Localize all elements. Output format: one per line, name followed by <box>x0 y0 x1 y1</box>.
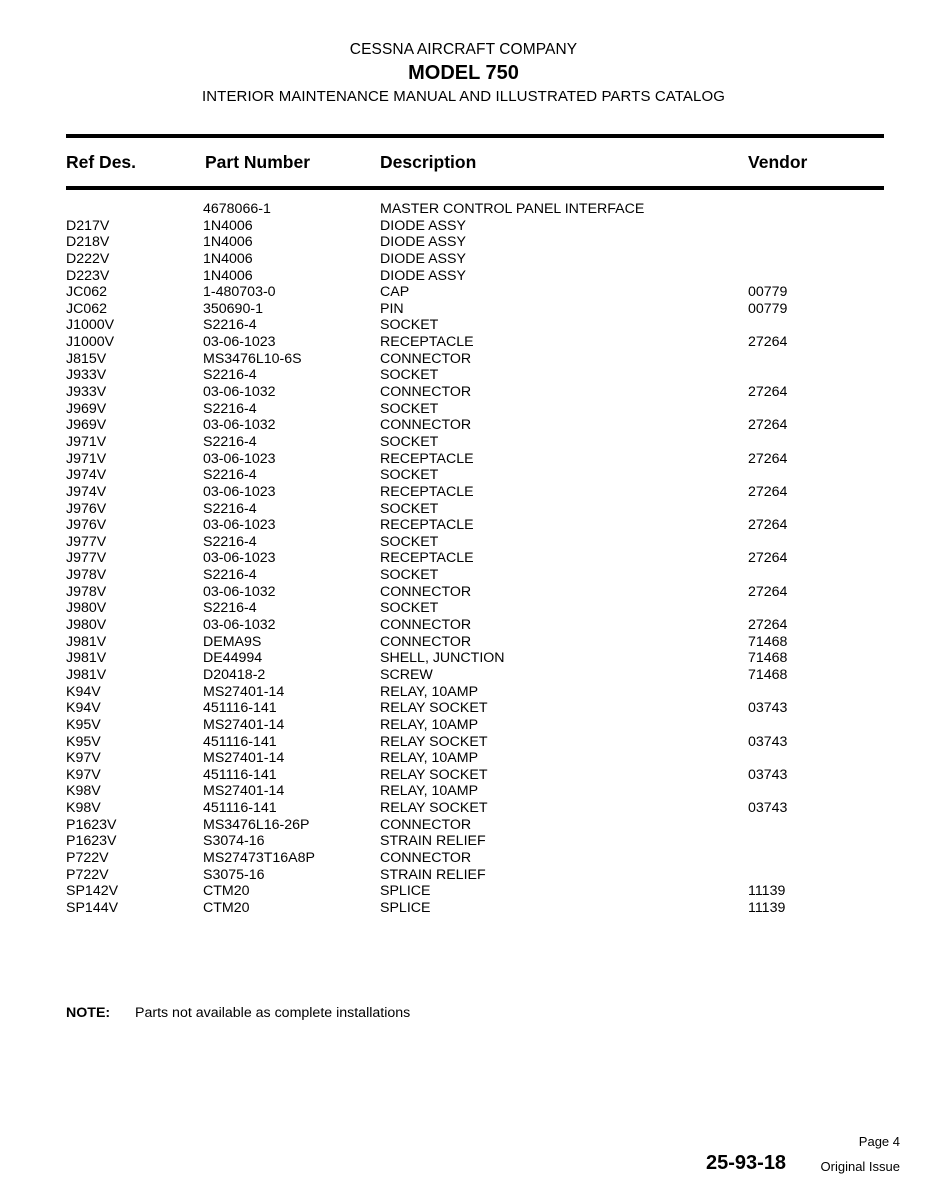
part-number-cell: 03-06-1023 <box>203 483 276 500</box>
description-cell: CONNECTOR <box>380 849 472 866</box>
table-row <box>0 367 927 384</box>
table-row <box>0 584 927 601</box>
vendor-cell: 11139 <box>748 883 786 900</box>
vendor-cell: 27264 <box>748 450 788 467</box>
header-top-rule <box>66 134 884 138</box>
ref-des-cell: P722V <box>66 866 109 883</box>
table-row <box>0 900 927 917</box>
description-cell: RELAY SOCKET <box>380 800 488 817</box>
part-number-cell: 03-06-1032 <box>203 384 276 401</box>
vendor-cell: 00779 <box>748 284 788 301</box>
table-row <box>0 218 927 235</box>
description-cell: CONNECTOR <box>380 617 472 634</box>
part-number-cell: 451116-141 <box>203 733 277 750</box>
vendor-cell: 27264 <box>748 617 788 634</box>
part-number-cell: S2216-4 <box>203 317 257 334</box>
ref-des-cell: K94V <box>66 683 101 700</box>
part-number-cell: S2216-4 <box>203 533 257 550</box>
part-number-cell: 03-06-1023 <box>203 450 276 467</box>
header-bottom-rule <box>66 186 884 190</box>
table-row <box>0 650 927 667</box>
vendor-cell: 71468 <box>748 650 788 667</box>
vendor-cell: 27264 <box>748 384 788 401</box>
description-cell: CONNECTOR <box>380 633 472 650</box>
description-cell: SPLICE <box>380 899 431 916</box>
table-row <box>0 517 927 534</box>
table-row <box>0 883 927 900</box>
ref-des-cell: J976V <box>66 517 107 534</box>
description-cell: RELAY SOCKET <box>380 700 488 717</box>
ref-des-cell: D222V <box>66 250 110 267</box>
column-header-description: Description <box>380 152 477 172</box>
column-header-part-number: Part Number <box>205 152 311 172</box>
table-row <box>0 534 927 551</box>
part-number-cell: S2216-4 <box>203 500 257 517</box>
description-cell: SOCKET <box>380 500 439 517</box>
column-header-vendor: Vendor <box>748 152 808 172</box>
table-row <box>0 750 927 767</box>
part-number-cell: MS3476L10-6S <box>203 350 302 367</box>
description-cell: DIODE ASSY <box>380 250 466 267</box>
ref-des-cell: J1000V <box>66 334 115 351</box>
ref-des-cell: J976V <box>66 500 107 517</box>
table-row <box>0 334 927 351</box>
description-cell: DIODE ASSY <box>380 267 466 284</box>
table-row <box>0 833 927 850</box>
table-row <box>0 550 927 567</box>
ref-des-cell: D218V <box>66 234 110 251</box>
document-number: 25-93-18 <box>706 1152 787 1174</box>
table-row <box>0 767 927 784</box>
part-number-cell: MS27401-14 <box>203 783 285 800</box>
ref-des-cell: K98V <box>66 800 101 817</box>
page-number: Page 4 <box>858 1134 900 1149</box>
table-row <box>0 484 927 501</box>
part-number-cell: MS27401-14 <box>203 750 285 767</box>
description-cell: SCREW <box>380 666 433 683</box>
ref-des-cell: J969V <box>66 417 107 434</box>
part-number-cell: S2216-4 <box>203 433 257 450</box>
description-cell: SOCKET <box>380 367 439 384</box>
note-text: Parts not available as complete installations <box>135 1005 411 1021</box>
vendor-cell: 27264 <box>748 583 788 600</box>
part-number-cell: 4678066-1 <box>203 201 271 217</box>
part-number-cell: 1N4006 <box>203 267 253 284</box>
part-number-cell: 1N4006 <box>203 217 253 234</box>
table-row <box>0 201 927 218</box>
part-number-cell: MS27401-14 <box>203 716 285 733</box>
table-row <box>0 501 927 518</box>
vendor-cell: 00779 <box>748 300 788 317</box>
ref-des-cell: SP144V <box>66 899 119 916</box>
table-row <box>0 667 927 684</box>
description-cell: SOCKET <box>380 317 439 334</box>
description-cell: RECEPTACLE <box>380 483 474 500</box>
description-cell: CONNECTOR <box>380 583 472 600</box>
part-number-cell: 03-06-1032 <box>203 417 276 434</box>
part-number-cell: DEMA9S <box>203 633 262 650</box>
table-row <box>0 351 927 368</box>
table-row <box>0 783 927 800</box>
ref-des-cell: SP142V <box>66 883 119 900</box>
ref-des-cell: J980V <box>66 617 107 634</box>
ref-des-cell: J978V <box>66 583 107 600</box>
table-row <box>0 301 927 318</box>
vendor-cell: 71468 <box>748 666 788 683</box>
ref-des-cell: J977V <box>66 550 107 567</box>
part-number-cell: 03-06-1023 <box>203 334 276 351</box>
company-name: CESSNA AIRCRAFT COMPANY <box>349 41 578 58</box>
part-number-cell: 451116-141 <box>203 766 277 783</box>
table-row <box>0 634 927 651</box>
ref-des-cell: K98V <box>66 783 101 800</box>
part-number-cell: 350690-1 <box>203 300 263 317</box>
table-row <box>0 817 927 834</box>
ref-des-cell: J981V <box>66 633 107 650</box>
table-row <box>0 284 927 301</box>
part-number-cell: S2216-4 <box>203 467 257 484</box>
part-number-cell: CTM20 <box>203 883 250 900</box>
column-header-ref-des: Ref Des. <box>66 152 137 172</box>
part-number-cell: S2216-4 <box>203 567 257 584</box>
description-cell: CONNECTOR <box>380 384 472 401</box>
description-cell: SOCKET <box>380 400 439 417</box>
vendor-cell: 27264 <box>748 483 788 500</box>
ref-des-cell: J981V <box>66 650 107 667</box>
table-row <box>0 434 927 451</box>
part-number-cell: S2216-4 <box>203 367 257 384</box>
ref-des-cell: K97V <box>66 750 101 767</box>
part-number-cell: 03-06-1023 <box>203 550 276 567</box>
part-number-cell: CTM20 <box>203 899 250 916</box>
ref-des-cell: K95V <box>66 733 101 750</box>
part-number-cell: 1-480703-0 <box>203 284 276 301</box>
part-number-cell: D20418-2 <box>203 666 266 683</box>
vendor-cell: 03743 <box>748 733 788 750</box>
vendor-cell: 71468 <box>748 633 788 650</box>
ref-des-cell: J981V <box>66 666 107 683</box>
part-number-cell: MS27401-14 <box>203 683 285 700</box>
description-cell: STRAIN RELIEF <box>380 866 486 883</box>
part-number-cell: 1N4006 <box>203 234 253 251</box>
table-row <box>0 234 927 251</box>
description-cell: RECEPTACLE <box>380 334 474 351</box>
ref-des-cell: J971V <box>66 433 107 450</box>
description-cell: RELAY, 10AMP <box>380 716 479 733</box>
description-cell: RECEPTACLE <box>380 517 474 534</box>
description-cell: RELAY SOCKET <box>380 766 488 783</box>
description-cell: SOCKET <box>380 567 439 584</box>
description-cell: RELAY, 10AMP <box>380 783 479 800</box>
ref-des-cell: J969V <box>66 400 107 417</box>
table-row <box>0 684 927 701</box>
table-row <box>0 600 927 617</box>
description-cell: CONNECTOR <box>380 816 472 833</box>
table-row <box>0 417 927 434</box>
ref-des-cell: J933V <box>66 384 107 401</box>
part-number-cell: 03-06-1023 <box>203 517 276 534</box>
description-cell: RELAY, 10AMP <box>380 750 479 767</box>
description-cell: MASTER CONTROL PANEL INTERFACE <box>380 201 645 217</box>
table-row <box>0 317 927 334</box>
model-title: MODEL 750 <box>408 62 519 84</box>
description-cell: RECEPTACLE <box>380 550 474 567</box>
vendor-cell: 11139 <box>748 899 786 916</box>
description-cell: CAP <box>380 284 410 301</box>
table-row <box>0 251 927 268</box>
table-row <box>0 617 927 634</box>
part-number-cell: 1N4006 <box>203 250 253 267</box>
ref-des-cell: J974V <box>66 483 107 500</box>
ref-des-cell: J978V <box>66 567 107 584</box>
description-cell: SOCKET <box>380 467 439 484</box>
vendor-cell: 03743 <box>748 766 788 783</box>
table-row <box>0 700 927 717</box>
vendor-cell: 27264 <box>748 334 788 351</box>
description-cell: SHELL, JUNCTION <box>380 650 505 667</box>
part-number-cell: S3074-16 <box>203 833 265 850</box>
description-cell: DIODE ASSY <box>380 234 466 251</box>
part-number-cell: S3075-16 <box>203 866 265 883</box>
table-row <box>0 734 927 751</box>
vendor-cell: 03743 <box>748 800 788 817</box>
description-cell: PIN <box>380 300 404 317</box>
description-cell: STRAIN RELIEF <box>380 833 486 850</box>
ref-des-cell: J815V <box>66 350 107 367</box>
description-cell: CONNECTOR <box>380 417 472 434</box>
ref-des-cell: J974V <box>66 467 107 484</box>
part-number-cell: 451116-141 <box>203 700 277 717</box>
description-cell: SPLICE <box>380 883 431 900</box>
ref-des-cell: P1623V <box>66 833 117 850</box>
table-row <box>0 800 927 817</box>
part-number-cell: 03-06-1032 <box>203 617 276 634</box>
table-row <box>0 717 927 734</box>
ref-des-cell: J1000V <box>66 317 115 334</box>
part-number-cell: MS27473T16A8P <box>203 849 315 866</box>
part-number-cell: MS3476L16-26P <box>203 816 310 833</box>
table-row <box>0 850 927 867</box>
vendor-cell: 27264 <box>748 517 788 534</box>
description-cell: SOCKET <box>380 533 439 550</box>
ref-des-cell: K94V <box>66 700 101 717</box>
part-number-cell: S2216-4 <box>203 400 257 417</box>
ref-des-cell: P722V <box>66 849 109 866</box>
description-cell: SOCKET <box>380 600 439 617</box>
ref-des-cell: JC062 <box>66 300 108 317</box>
table-row <box>0 867 927 884</box>
table-row <box>0 567 927 584</box>
description-cell: RECEPTACLE <box>380 450 474 467</box>
description-cell: RELAY SOCKET <box>380 733 488 750</box>
ref-des-cell: J933V <box>66 367 107 384</box>
ref-des-cell: K95V <box>66 716 101 733</box>
table-row <box>0 467 927 484</box>
part-number-cell: DE44994 <box>203 650 263 667</box>
ref-des-cell: J980V <box>66 600 107 617</box>
part-number-cell: S2216-4 <box>203 600 257 617</box>
ref-des-cell: K97V <box>66 766 101 783</box>
table-row <box>0 384 927 401</box>
parts-list <box>0 201 927 917</box>
table-row <box>0 401 927 418</box>
part-number-cell: 03-06-1032 <box>203 583 276 600</box>
description-cell: DIODE ASSY <box>380 217 466 234</box>
vendor-cell: 03743 <box>748 700 788 717</box>
ref-des-cell: P1623V <box>66 816 117 833</box>
description-cell: SOCKET <box>380 433 439 450</box>
table-row <box>0 268 927 285</box>
ref-des-cell: D223V <box>66 267 110 284</box>
manual-title: INTERIOR MAINTENANCE MANUAL AND ILLUSTRATED PARTS CATALOG <box>201 88 725 105</box>
ref-des-cell: J977V <box>66 533 107 550</box>
vendor-cell: 27264 <box>748 550 788 567</box>
description-cell: RELAY, 10AMP <box>380 683 479 700</box>
vendor-cell: 27264 <box>748 417 788 434</box>
issue-status: Original Issue <box>820 1159 900 1174</box>
ref-des-cell: J971V <box>66 450 107 467</box>
note-label: NOTE: <box>66 1005 111 1021</box>
description-cell: CONNECTOR <box>380 350 472 367</box>
ref-des-cell: JC062 <box>66 284 108 301</box>
ref-des-cell: D217V <box>66 217 110 234</box>
part-number-cell: 451116-141 <box>203 800 277 817</box>
table-row <box>0 451 927 468</box>
